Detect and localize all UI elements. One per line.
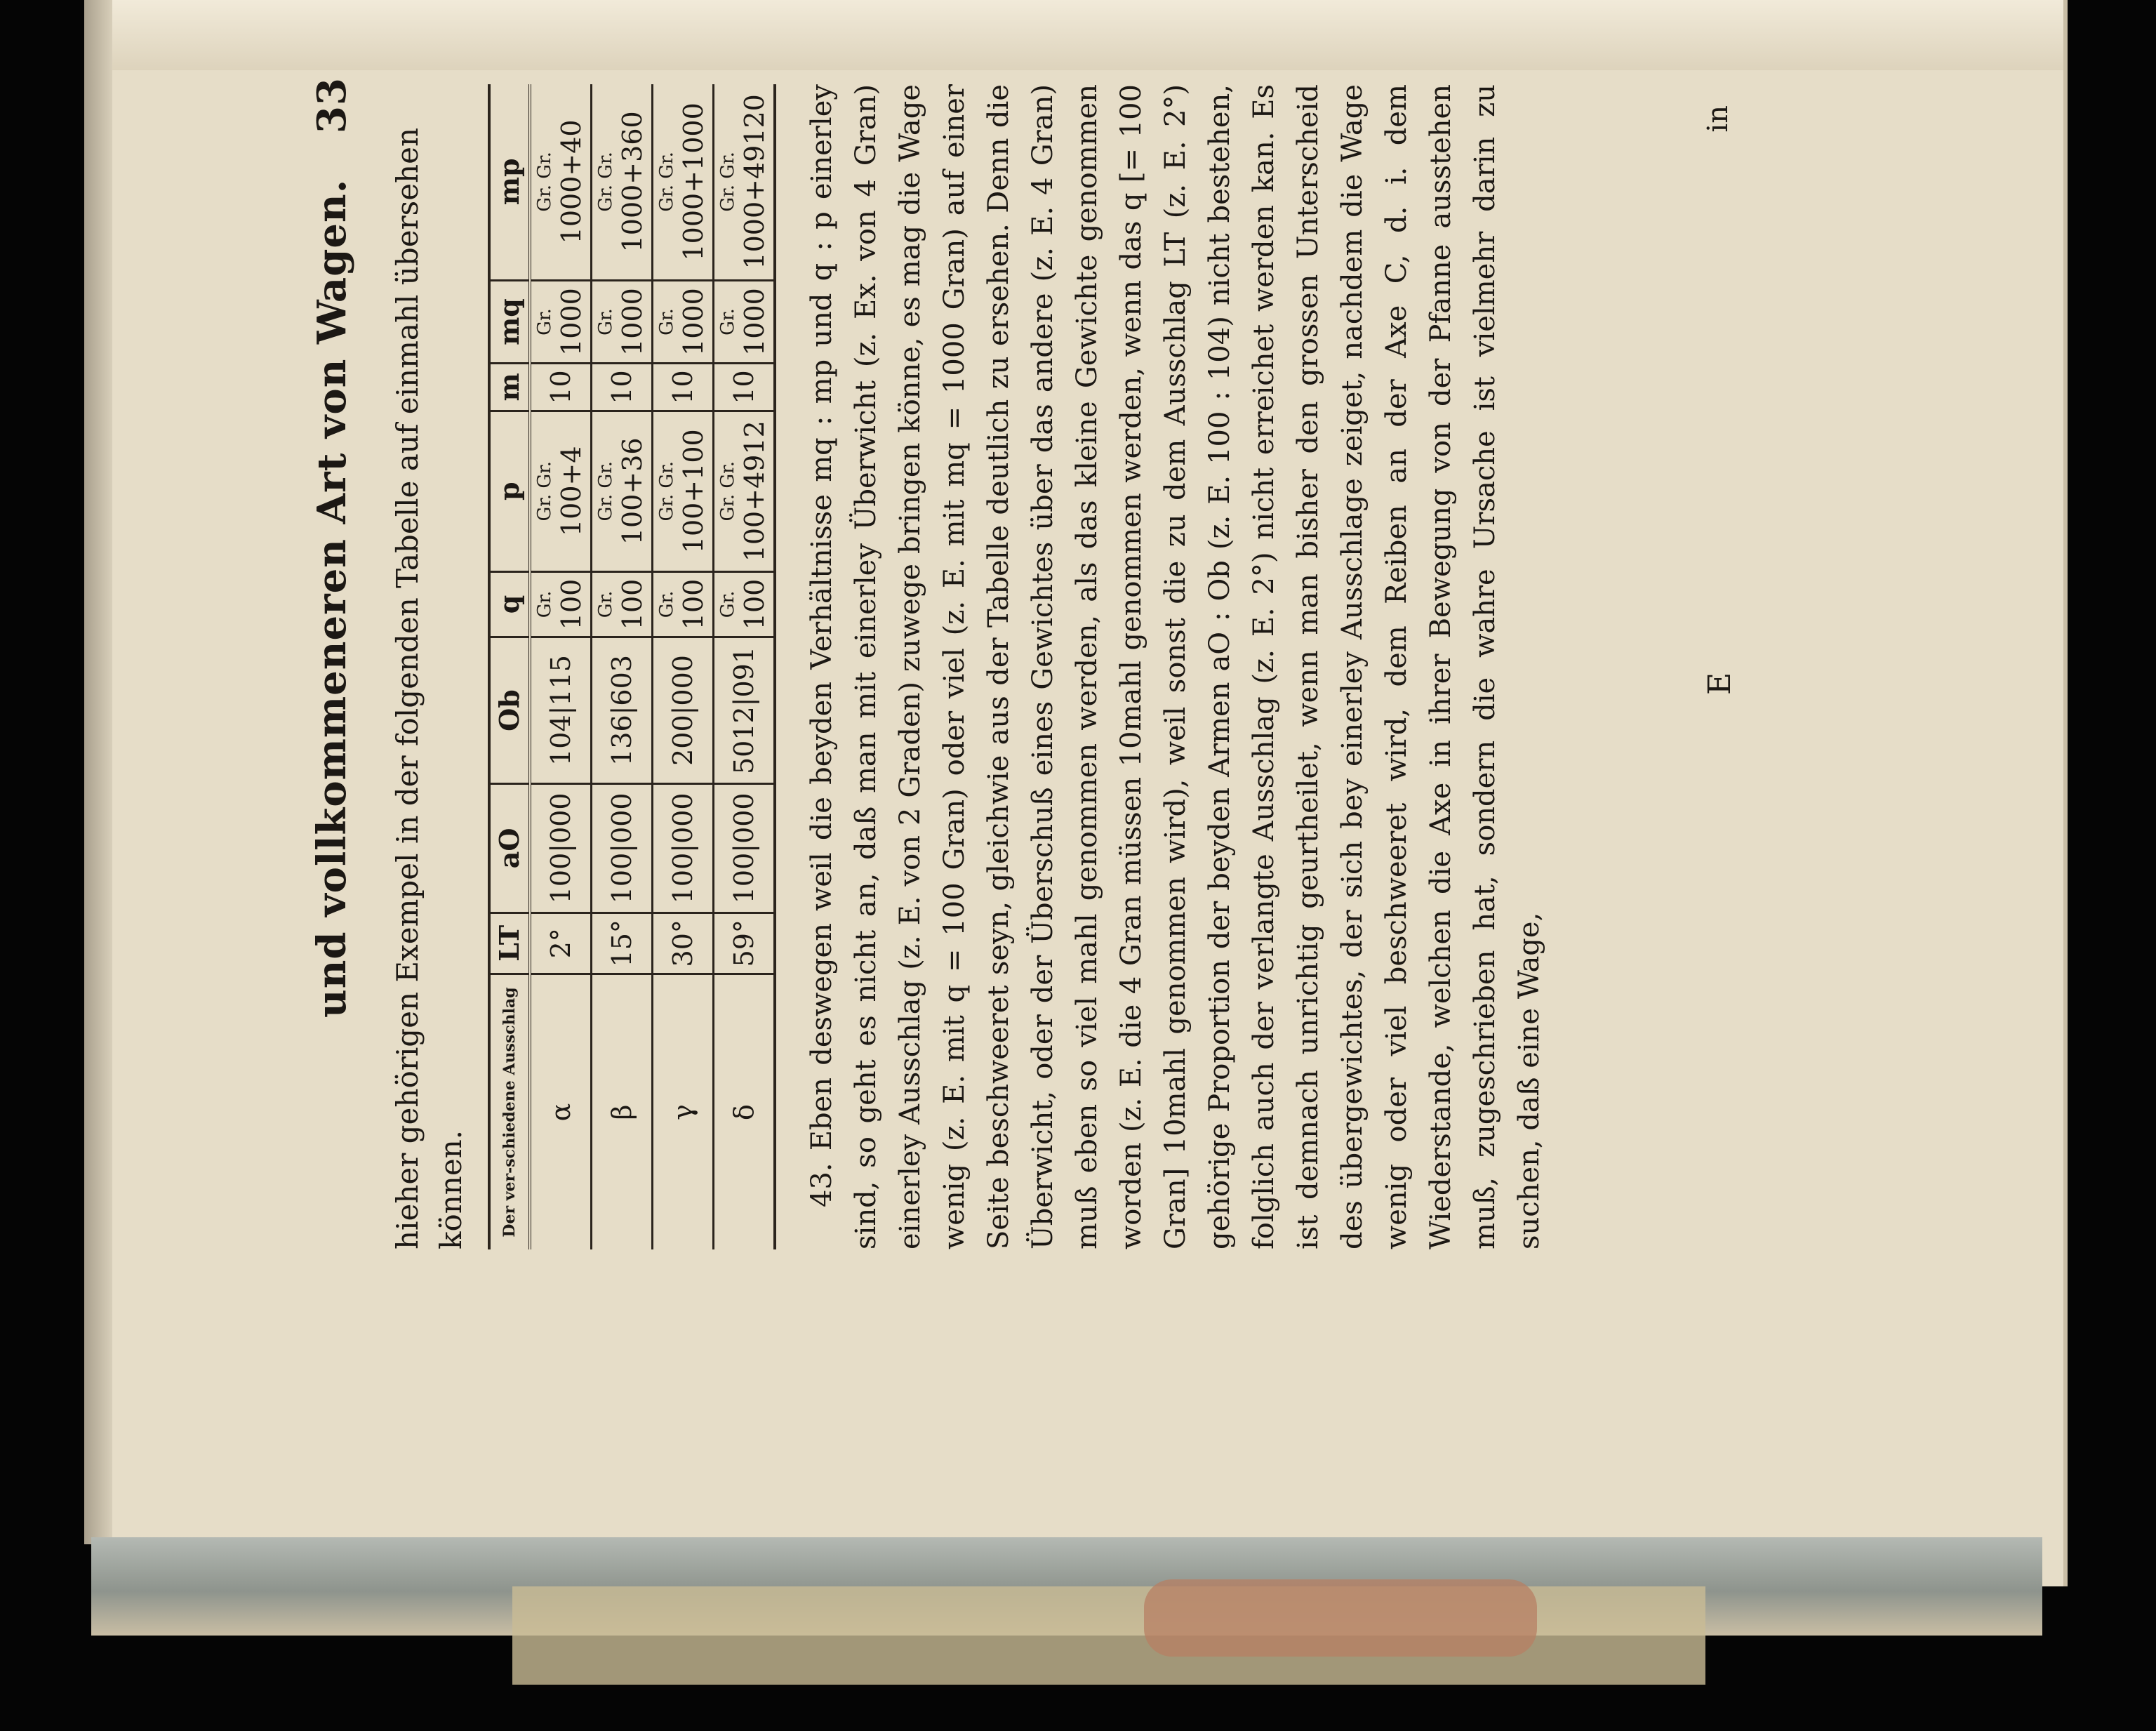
value: 100+4912 [739, 420, 770, 562]
value: 100+4 [556, 446, 587, 537]
value: 100 [617, 578, 648, 630]
col-header: m [489, 364, 530, 411]
cell-mq [530, 280, 592, 364]
col-header: mp [489, 84, 530, 280]
signature-mark: E [1702, 672, 1738, 695]
unit: Gr. [534, 308, 555, 336]
col-header: Ob [489, 637, 530, 783]
unit: Gr. Gr. [534, 152, 555, 212]
cell-ob: 5012|091 [714, 637, 776, 783]
col-header: p [489, 411, 530, 571]
unit: Gr. Gr. [595, 461, 616, 522]
cell-ob: 136|603 [592, 637, 653, 783]
cell-lt: 2° [530, 913, 592, 974]
intro-text: hieher gehörigen Exempel in der folgenden Tabelle auf einmahl übersehen können. [390, 127, 468, 1249]
value: 1000+49120 [739, 94, 770, 270]
unit: Gr. Gr. [656, 461, 677, 522]
book-cover-edge [91, 1537, 2042, 1636]
cell-p [530, 411, 592, 571]
paragraph-text: 43. Eben deswegen weil die beyden Verhältnisse mq : mp und q : p einerley sind, so geht es nicht an, daß man mit einerley Überwicht (z. Ex. von 4 Gran) einerley Ausschlag (z. E. von 2 Graden) zuwege bringen könne, es mag die Wage wenig (z. E. mit q = 100 Gran) oder viel (z. E. mit mq = 1000 Gran) auf einer Seite beschweeret seyn, gleichwie aus der Tabelle deutlich zu ersehen. Denn die Überwicht, oder der Überschuß eines Gewichtes über das andere (z. E. 4 Gran) muß eben so viel mahl genommen werden, als das kleine Gewichte genommen worden (z. E. die 4 Gran müssen 10mahl genommen werden, wenn das q [= 100 Gran] 10mahl genommen wird), weil sonst die zu dem Ausschlag LT (z. E. 2°) gehörige Proportion der beyden Armen aO : Ob (z. E. 100 : 104) nicht bestehen, folglich auch der verlangte Ausschlag (z. E. 2°) nicht erreichet werden kan. Es ist demnach unrichtig geurtheilet, wenn man bisher den grossen Unterscheid des übergewichtes, der sich bey einerley Ausschlage zeiget, nachdem die Wage wenig oder viel beschweeret wird, dem Reiben an der Axe C, d. i. dem Wiederstande, welchen die Axe in ihrer Bewegung von der Pfanne ausstehen muß, zugeschrieben hat, sondern die wahre Ursache ist vielmehr darin zu suchen, daß eine Wage, [806, 84, 1545, 1249]
cell-q [530, 571, 592, 637]
row-label: β [592, 974, 653, 1250]
value: 100+100 [678, 429, 709, 554]
cell-m: 10 [653, 364, 714, 411]
unit: Gr. [656, 308, 677, 336]
cell-ob: 200|000 [653, 637, 714, 783]
value: 1000 [617, 288, 648, 356]
cell-mp [653, 84, 714, 280]
row-label: δ [714, 974, 776, 1250]
data-table [488, 84, 776, 1249]
value: 1000+40 [556, 119, 587, 244]
cell-p [592, 411, 653, 571]
cell-mq [653, 280, 714, 364]
cell-ao: 100|000 [592, 784, 653, 913]
page-edge [84, 0, 112, 1544]
cell-p [714, 411, 776, 571]
page-header [309, 77, 372, 1249]
table-header-row [489, 84, 530, 1249]
value: 1000 [556, 288, 587, 356]
value: 1000 [678, 288, 709, 356]
cell-lt: 15° [592, 913, 653, 974]
cell-lt: 30° [653, 913, 714, 974]
cell-lt: 59° [714, 913, 776, 974]
table-row [592, 84, 653, 1249]
cell-m: 10 [592, 364, 653, 411]
table-row [714, 84, 776, 1249]
cell-ao: 100|000 [530, 784, 592, 913]
page-number: 33 [309, 77, 355, 133]
unit: Gr. [717, 308, 738, 336]
catchword: in [1702, 105, 1734, 133]
unit: Gr. Gr. [717, 461, 738, 522]
value: 1000 [739, 288, 770, 356]
col-header: aO [489, 784, 530, 913]
col-header: Der ver-schiedene Ausschlag [489, 974, 530, 1250]
col-header: mq [489, 280, 530, 364]
col-header: LT [489, 913, 530, 974]
running-title: und vollkommeneren Art von Wagen. [309, 178, 355, 1018]
value: 1000+360 [617, 111, 648, 253]
unit: Gr. [595, 590, 616, 618]
table-row [530, 84, 592, 1249]
value: 100 [556, 578, 587, 630]
row-label: γ [653, 974, 714, 1250]
printed-page [309, 77, 1783, 1249]
cell-mp [592, 84, 653, 280]
body-paragraph [800, 84, 1552, 1249]
unit: Gr. Gr. [595, 152, 616, 212]
unit: Gr. [595, 308, 616, 336]
row-label: α [530, 974, 592, 1250]
unit: Gr. [534, 590, 555, 618]
cell-mq [714, 280, 776, 364]
table-row [653, 84, 714, 1249]
cell-ao: 100|000 [653, 784, 714, 913]
cover-stain [1144, 1579, 1537, 1657]
cell-ao: 100|000 [714, 784, 776, 913]
unit: Gr. Gr. [717, 152, 738, 212]
cell-m: 10 [714, 364, 776, 411]
unit: Gr. [717, 590, 738, 618]
unit: Gr. Gr. [656, 152, 677, 212]
unit: Gr. [656, 590, 677, 618]
cell-m: 10 [530, 364, 592, 411]
cell-p [653, 411, 714, 571]
page-gutter [105, 0, 2063, 70]
col-header: q [489, 571, 530, 637]
cell-q [653, 571, 714, 637]
cell-ob: 104|115 [530, 637, 592, 783]
unit: Gr. Gr. [534, 461, 555, 522]
cell-mp [530, 84, 592, 280]
cell-mp [714, 84, 776, 280]
value: 100 [678, 578, 709, 630]
cell-q [714, 571, 776, 637]
value: 1000+1000 [678, 102, 709, 261]
cell-mq [592, 280, 653, 364]
value: 100+36 [617, 437, 648, 545]
cell-q [592, 571, 653, 637]
value: 100 [739, 578, 770, 630]
